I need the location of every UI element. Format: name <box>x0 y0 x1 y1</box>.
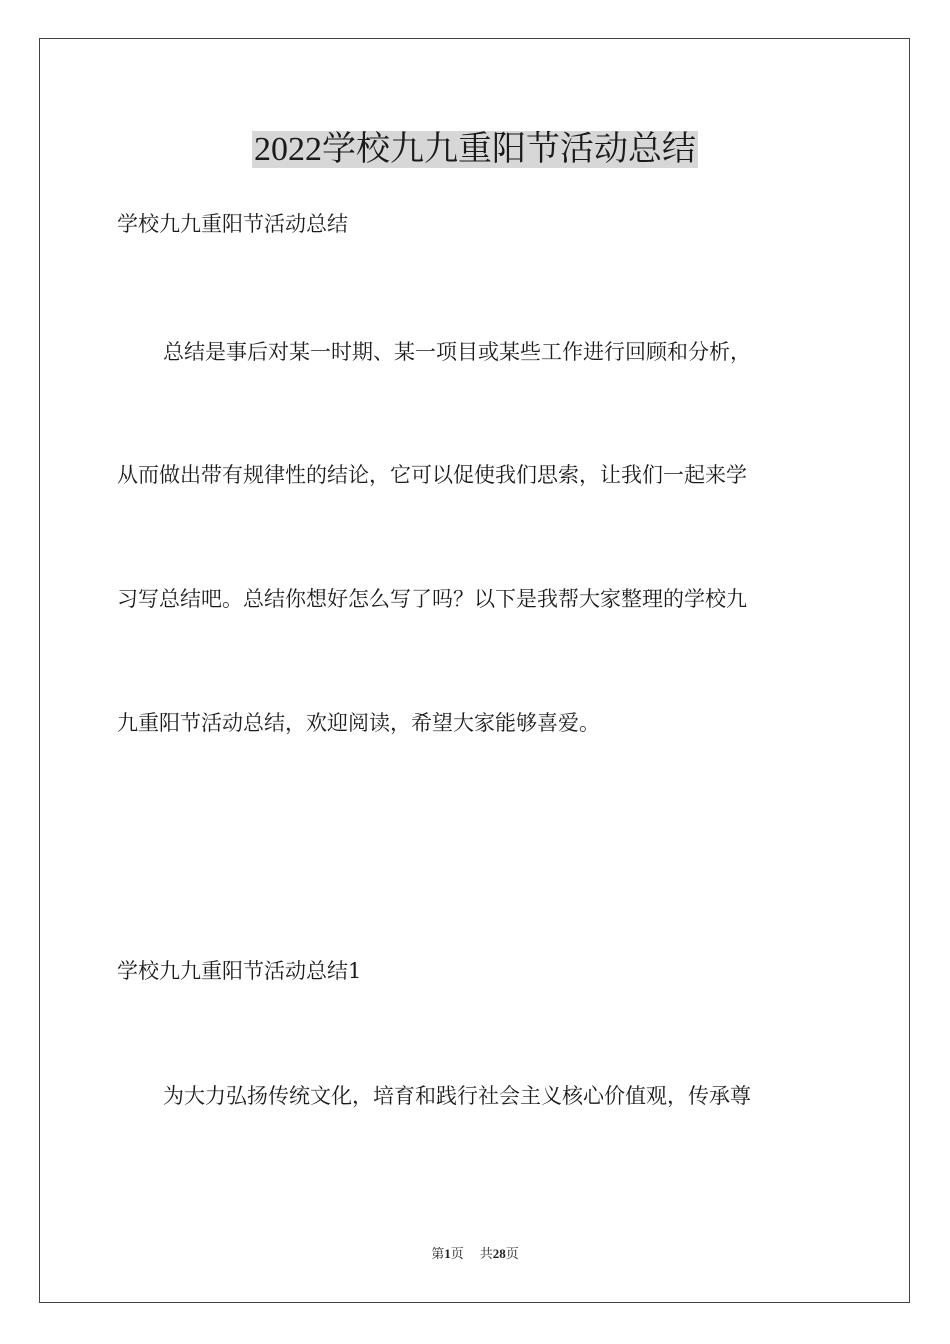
footer-page-suffix: 页 <box>450 1246 464 1261</box>
document-title <box>0 126 950 174</box>
section-paragraph-line-1: 为大力弘扬传统文化，培育和践行社会主义核心价值观，传承尊 <box>163 1084 751 1108</box>
document-subtitle: 学校九九重阳节活动总结 <box>117 212 348 236</box>
intro-paragraph-line-2: 从而做出带有规律性的结论，它可以促使我们思索，让我们一起来学 <box>117 463 747 487</box>
footer-total-prefix: 共 <box>479 1246 493 1261</box>
intro-paragraph-line-3: 习写总结吧。总结你想好怎么写了吗？以下是我帮大家整理的学校九 <box>117 587 747 611</box>
intro-paragraph-line-4: 九重阳节活动总结，欢迎阅读，希望大家能够喜爱。 <box>117 711 600 735</box>
footer-total-suffix: 页 <box>505 1246 519 1261</box>
intro-paragraph-line-1: 总结是事后对某一时期、某一项目或某些工作进行回顾和分析， <box>163 340 751 364</box>
document-title-text: 2022学校九九重阳节活动总结 <box>254 131 696 168</box>
footer-page-number: 1 <box>444 1246 451 1261</box>
section-heading: 学校九九重阳节活动总结1 <box>117 959 362 983</box>
footer-total-pages: 28 <box>492 1246 506 1261</box>
footer-page-prefix: 第 <box>431 1246 445 1261</box>
page-footer <box>0 1244 950 1264</box>
